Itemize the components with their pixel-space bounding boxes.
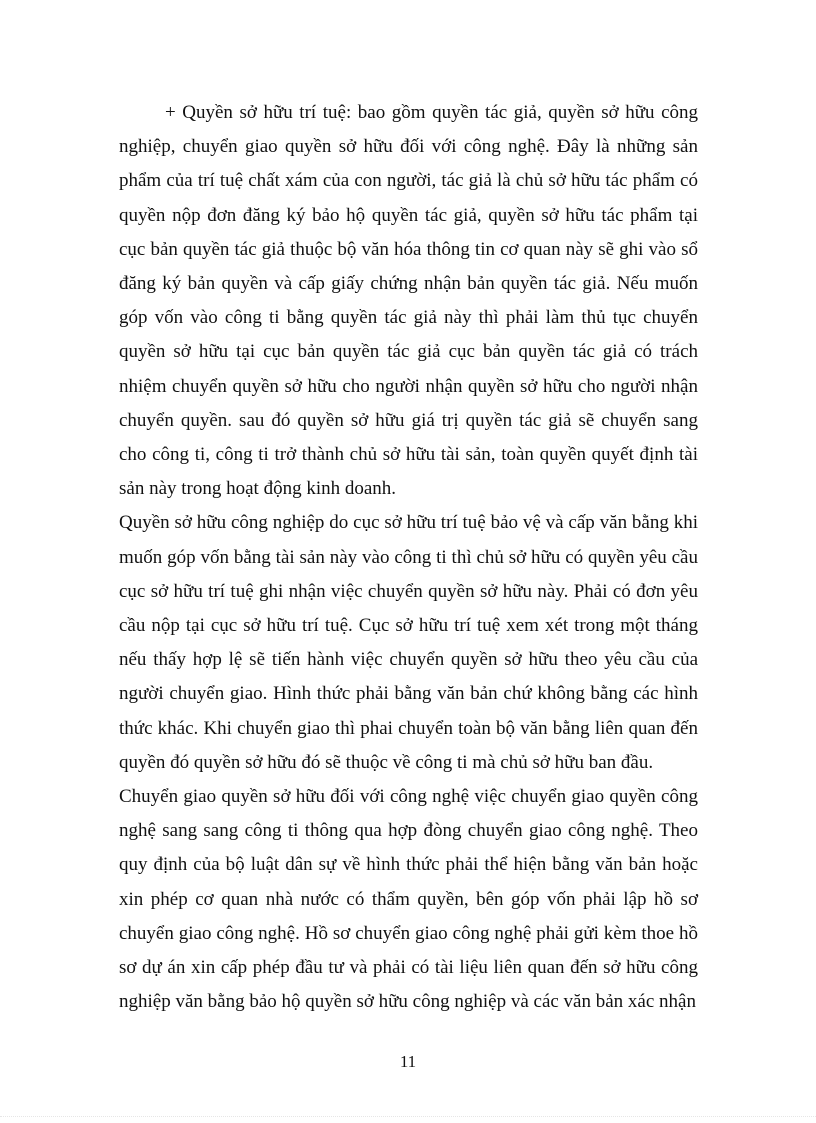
paragraph-industrial-property: Quyền sở hữu công nghiệp do cục sở hữu trí tuệ bảo vệ và cấp văn bằng khi muốn góp vốn bằng tài sản này vào công ti thì chủ sở hữu có quyền yêu cầu cục sở hữu trí tuệ ghi nhận việc chuyển quyền sở hữu này. Phải có đơn yêu cầu nộp tại cục sở hữu trí tuệ. Cục sở hữu trí tuệ xem xét trong một tháng nếu thấy hợp lệ sẽ tiến hành việc chuyển quyền sở hữu theo yêu cầu của người chuyển giao. Hình thức phải bằng văn bản chứ không bằng các hình thức khác. Khi chuyển giao thì phai chuyển toàn bộ văn bằng liên quan đến quyền đó quyền sở hữu đó sẽ thuộc về công ti mà chủ sở hữu ban đầu. [119, 512, 698, 773]
document-body [119, 96, 698, 1019]
paragraph-technology-transfer: Chuyển giao quyền sở hữu đối với công nghệ việc chuyển giao quyền công nghệ sang sang công ti thông qua hợp đòng chuyển giao công nghệ. Theo quy định của bộ luật dân sự về hình thức phải thể hiện bằng văn bản hoặc xin phép cơ quan nhà nước có thẩm quyền, bên góp vốn phải lập hồ sơ chuyển giao công nghệ. Hồ sơ chuyển giao công nghệ phải gửi kèm thoe hồ sơ dự án xin cấp phép đầu tư và phải có tài liệu liên quan đến sở hữu công nghiệp văn bằng bảo hộ quyền sở hữu công nghiệp và các văn bản xác nhận [119, 786, 698, 1013]
paragraph-intellectual-property: + Quyền sở hữu trí tuệ: bao gồm quyền tác giả, quyền sở hữu công nghiệp, chuyển giao quyền sở hữu đối với công nghệ. Đây là những sản phẩm của trí tuệ chất xám của con người, tác giả là chủ sở hữu tác phẩm có quyền nộp đơn đăng ký bảo hộ quyền tác giả, quyền sở hữu tác phẩm tại cục bản quyền tác giả thuộc bộ văn hóa thông tin cơ quan này sẽ ghi vào sổ đăng ký bản quyền và cấp giấy chứng nhận bản quyền tác giả. Nếu muốn góp vốn vào công ti bằng quyền tác giả này thì phải làm thủ tục chuyển quyền sở hữu tại cục bản quyền tác giả cục bản quyền tác giả có trách nhiệm chuyển quyền sở hữu cho người nhận quyền sở hữu cho người nhận chuyển quyền. sau đó quyền sở hữu giá trị quyền tác giả sẽ chuyển sang cho công ti, công ti trở thành chủ sở hữu tài sản, toàn quyền quyết định tài sản này trong hoạt động kinh doanh. [119, 102, 698, 500]
page-number: 11 [399, 1052, 417, 1071]
page-bottom-divider [0, 1116, 816, 1117]
